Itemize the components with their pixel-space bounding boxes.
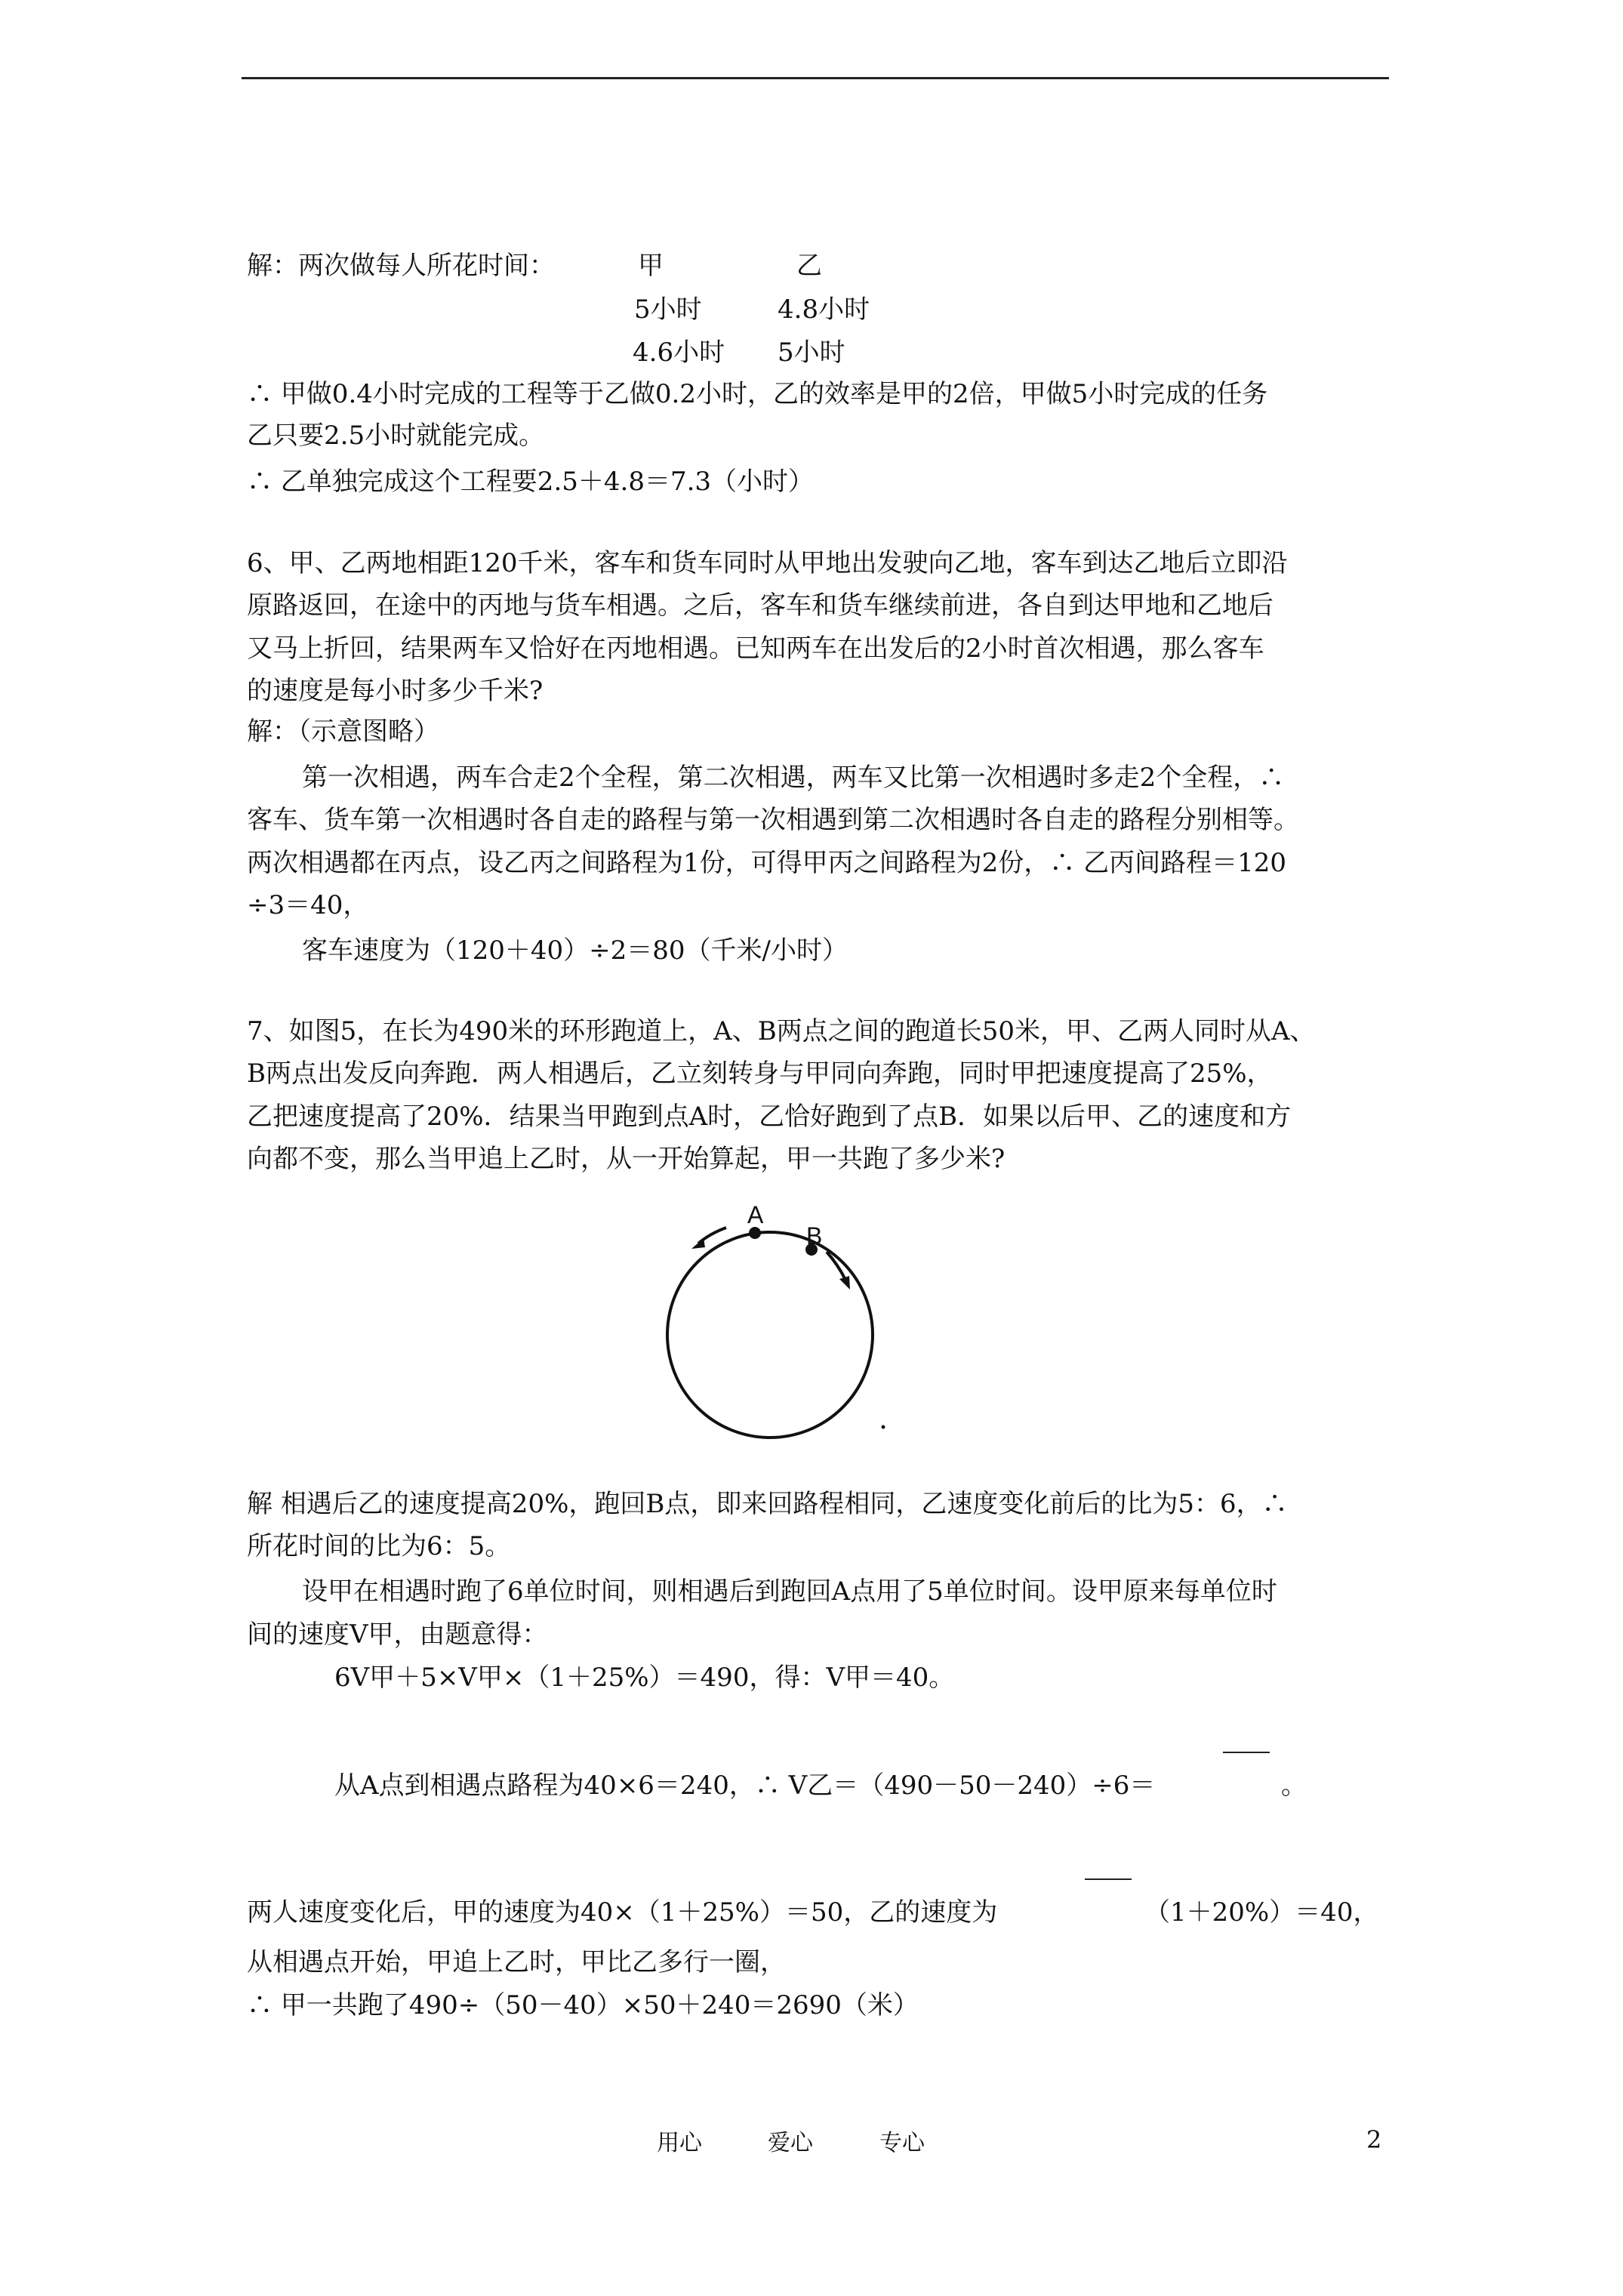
problem7-line6: 从相遇点开始，甲追上乙时，甲比乙多行一圈，: [247, 1947, 786, 1977]
row2-jia: 4.6小时: [633, 337, 725, 368]
problem7-line: 乙把速度提高了20%．结果当甲跑到点A时，乙恰好跑到了点B．如果以后甲、乙的速度和方: [247, 1102, 1292, 1132]
solution5-label: 解：两次做每人所花时间：: [247, 251, 555, 281]
fraction-bar-2: [1085, 1878, 1132, 1880]
row1-yi: 4.8小时: [778, 294, 870, 325]
problem6-solution-label: 解：（示意图略）: [247, 717, 439, 747]
col-header-yi: 乙: [796, 251, 822, 281]
problem6-solution-line: 第一次相遇，两车合走2个全程，第二次相遇，两车又比第一次相遇时多走2个全程，∴: [302, 763, 1285, 793]
stray-dot: [882, 1425, 885, 1429]
problem6-solution-last: 客车速度为（120＋40）÷2＝80（千米/小时）: [302, 935, 848, 966]
row1-jia: 5小时: [634, 294, 702, 325]
problem6-line: 又马上折回，结果两车又恰好在丙地相遇。已知两车在出发后的2小时首次相遇，那么客车: [247, 633, 1264, 664]
problem7-line7: ∴ 甲一共跑了490÷（50－40）×50＋240＝2690（米）: [247, 1990, 919, 2020]
problem6-line: 原路返回，在途中的丙地与货车相遇。之后，客车和货车继续前进，各自到达甲地和乙地后: [247, 590, 1273, 621]
problem7-solution-line4: 间的速度V甲，由题意得：: [247, 1620, 548, 1650]
equation-2: 从A点到相遇点路程为40×6＝240，∴ V乙＝（490－50－240）÷6＝: [334, 1771, 1156, 1801]
footer-word-2: 爱心: [768, 2130, 813, 2156]
problem6-solution-line: 两次相遇都在丙点，设乙丙之间路程为1份，可得甲丙之间路程为2份，∴ 乙丙间路程＝120: [247, 848, 1286, 878]
speed-change-line-b: （1＋20%）＝40，: [1144, 1897, 1379, 1928]
problem7-line: B两点出发反向奔跑．两人相遇后，乙立刻转身与甲同向奔跑，同时甲把速度提高了25%，: [247, 1059, 1273, 1089]
problem7-line: 7、如图5，在长为490米的环形跑道上，A、B两点之间的跑道长50米，甲、乙两人同时从A、: [247, 1016, 1316, 1046]
col-header-jia: 甲: [638, 251, 664, 281]
arrow-a-head: [691, 1238, 705, 1249]
point-a: [749, 1227, 761, 1239]
footer-word-3: 专心: [879, 2130, 925, 2156]
solution5-line3: 乙只要2.5小时就能完成。: [247, 421, 545, 451]
arrow-b-head: [839, 1276, 850, 1290]
equation-2-end: 。: [1281, 1771, 1307, 1801]
circular-track: [667, 1232, 873, 1438]
problem6-line: 6、甲、乙两地相距120千米，客车和货车同时从甲地出发驶向乙地，客车到达乙地后立即沿: [247, 548, 1288, 578]
solution5-line4: ∴ 乙单独完成这个工程要2.5＋4.8＝7.3（小时）: [247, 467, 815, 497]
problem7-line: 向都不变，那么当甲追上乙时，从一开始算起，甲一共跑了多少米?: [247, 1144, 1006, 1174]
problem7-solution-line2: 所花时间的比为6：5。: [247, 1531, 511, 1561]
header-rule: [242, 77, 1389, 79]
fraction-bar-1: [1223, 1752, 1270, 1753]
speed-change-line-a: 两人速度变化后，甲的速度为40×（1＋25%）＝50，乙的速度为: [247, 1897, 998, 1928]
problem7-solution-line1: 解 相遇后乙的速度提高20%，跑回B点，即来回路程相同，乙速度变化前后的比为5：6，∴: [247, 1489, 1288, 1519]
problem6-line: 的速度是每小时多少千米?: [247, 676, 544, 706]
problem6-solution-line: 客车、货车第一次相遇时各自走的路程与第一次相遇到第二次相遇时各自走的路程分别相等。: [247, 805, 1299, 835]
footer-word-1: 用心: [657, 2130, 702, 2156]
problem7-solution-line3: 设甲在相遇时跑了6单位时间，则相遇后到跑回A点用了5单位时间。设甲原来每单位时: [302, 1576, 1277, 1607]
label-b: B: [806, 1222, 823, 1250]
problem6-solution-line: ÷3＝40，: [247, 890, 369, 920]
solution5-line2: ∴ 甲做0.4小时完成的工程等于乙做0.2小时，乙的效率是甲的2倍，甲做5小时完成的任务: [247, 379, 1268, 409]
equation-1: 6V甲＋5×V甲×（1＋25%）＝490，得：V甲＝40。: [334, 1663, 955, 1693]
page-number: 2: [1366, 2125, 1382, 2154]
track-diagram: [634, 1200, 906, 1442]
row2-yi: 5小时: [778, 337, 845, 368]
label-a: A: [747, 1201, 764, 1228]
